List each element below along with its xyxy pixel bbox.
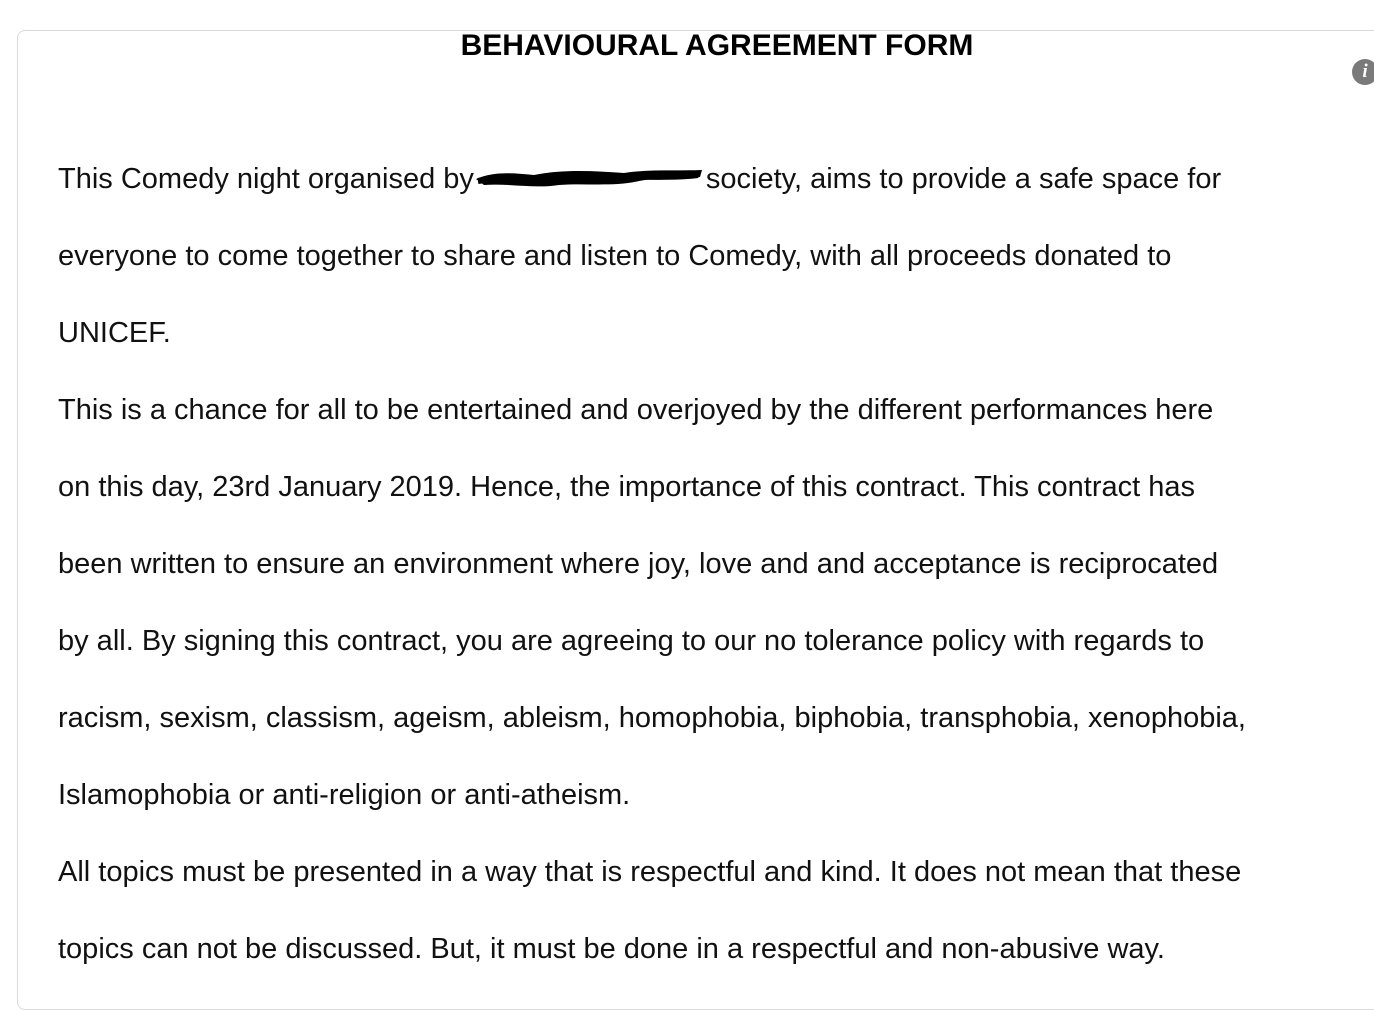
info-icon[interactable]: i xyxy=(1352,59,1374,85)
paragraph-1-line-2: everyone to come together to share and listen to Comedy, with all proceeds donated to xyxy=(58,240,1172,272)
paragraph-1-line-1-end: society, aims to provide a safe space for xyxy=(705,163,1222,195)
document-body xyxy=(58,141,1374,988)
paragraph-2-line: Islamophobia or anti-religion or anti-atheism. xyxy=(58,779,631,811)
paragraph-3-line: All topics must be presented in a way that is respectful and kind. It does not mean that these xyxy=(58,856,1242,888)
paragraph-2-line: on this day, 23rd January 2019. Hence, the importance of this contract. This contract has xyxy=(58,471,1195,503)
paragraph-2-line: racism, sexism, classism, ageism, ableism, homophobia, biphobia, transphobia, xenophobia, xyxy=(58,702,1246,734)
paragraph-3-line: topics can not be discussed. But, it must be done in a respectful and non-abusive way. xyxy=(58,933,1165,965)
document-title: BEHAVIOURAL AGREEMENT FORM xyxy=(460,29,974,62)
paragraph-1-line-1-start: This Comedy night organised by xyxy=(58,163,474,195)
paragraph-2-line: This is a chance for all to be entertained and overjoyed by the different performances here xyxy=(58,394,1214,426)
paragraph-2-line: by all. By signing this contract, you are agreeing to our no tolerance policy with regards to xyxy=(58,625,1205,657)
paragraph-2 xyxy=(58,372,1374,834)
redaction-mark xyxy=(474,165,704,191)
paragraph-1 xyxy=(58,141,1374,372)
paragraph-2-line: been written to ensure an environment where joy, love and and acceptance is reciprocated xyxy=(58,548,1219,580)
paragraph-1-line-3: UNICEF. xyxy=(58,317,171,349)
paragraph-3 xyxy=(58,834,1374,988)
